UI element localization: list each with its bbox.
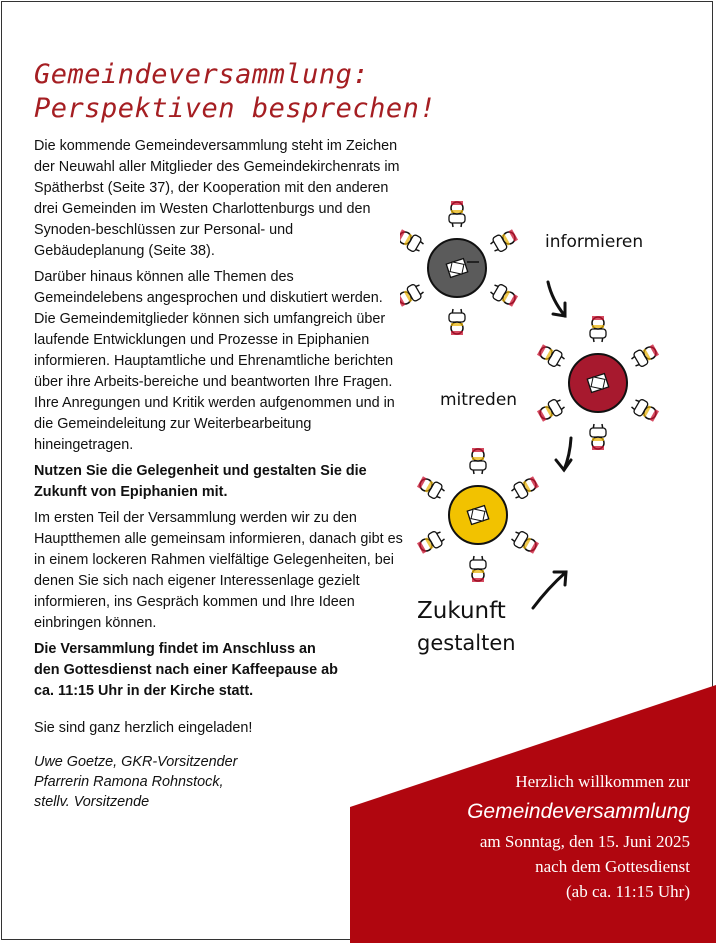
title-line-1: Gemeindeversammlung:: [34, 59, 370, 90]
label-informieren: informieren: [545, 232, 644, 252]
banner-line-after-service: nach dem Gottesdienst: [535, 857, 690, 876]
page-title: [34, 58, 436, 126]
banner-line-date: am Sonntag, den 15. Juni 2025: [479, 832, 690, 851]
table-grey-group: [400, 201, 519, 335]
schedule-line-2: den Gottesdienst nach einer Kaffeepause ab: [34, 662, 338, 678]
label-zukunft: Zukunft: [417, 598, 506, 624]
label-gestalten: gestalten: [417, 631, 516, 655]
paragraph-invitation: Sie sind ganz herzlich eingeladen!: [34, 720, 253, 736]
title-line-2: Perspektiven besprechen!: [34, 93, 437, 124]
signature-line-1: Uwe Goetze, GKR-Vorsitzender: [34, 754, 238, 770]
schedule-line-3: ca. 11:15 Uhr in der Kirche statt.: [34, 683, 254, 699]
signature-line-2: Pfarrerin Ramona Rohnstock,: [34, 774, 224, 790]
arrow-down-2-icon: [556, 438, 571, 470]
arrow-up-icon: [533, 572, 566, 608]
table-red-group: [536, 316, 660, 450]
table-yellow-group: [416, 448, 540, 582]
paragraph-call-to-action: Nutzen Sie die Gelegenheit und gestalten Sie die Zukunft von Epiphanien mit.: [34, 463, 367, 500]
participation-illustration: [400, 200, 700, 680]
banner-line-event: Gemeindeversammlung: [467, 800, 690, 823]
arrow-down-1-icon: [548, 282, 565, 316]
paragraph-program: Im ersten Teil der Versammlung werden wir zu den Hauptthemen alle gemeinsam informieren, danach gibt es in einem lockeren Rahmen vielfältige Gelegenheiten, bei denen Sie sich nach eigener Interessenlage gezielt informieren, ins Gespräch kommen und Ihre Ideen einbringen können.: [34, 510, 403, 631]
schedule-line-1: Die Versammlung findet im Anschluss an: [34, 641, 316, 657]
welcome-banner: [467, 768, 690, 904]
signature-line-3: stellv. Vorsitzende: [34, 794, 150, 810]
label-mitreden: mitreden: [440, 390, 518, 410]
banner-line-welcome: Herzlich willkommen zur: [515, 772, 690, 791]
banner-line-time: (ab ca. 11:15 Uhr): [566, 882, 690, 901]
paragraph-intro: Die kommende Gemeindeversammlung steht im Zeichen der Neuwahl aller Mitglieder des Gemeindekirchenrats im Spätherbst (Seite 37), der Kooperation mit den anderen drei Gemeinden im Westen Charlottenburgs und den Synoden-beschlüssen zur Personal- und Gebäudeplanung (Seite 38).: [34, 138, 400, 259]
paragraph-topics: Darüber hinaus können alle Themen des Gemeindelebens angesprochen und diskutiert werden. Die Gemeindemitglieder können sich umfangreich über laufende Entwicklungen und Prozesse in Epiphanien informieren. Hauptamtliche und Ehrenamtliche berichten über ihre Arbeits-bereiche und beantworten Ihre Fragen. Ihre Anregungen und Kritik werden aufgenommen und in die Gemeindeleitung zur Weiterbearbeitung hineingetragen.: [34, 269, 395, 453]
